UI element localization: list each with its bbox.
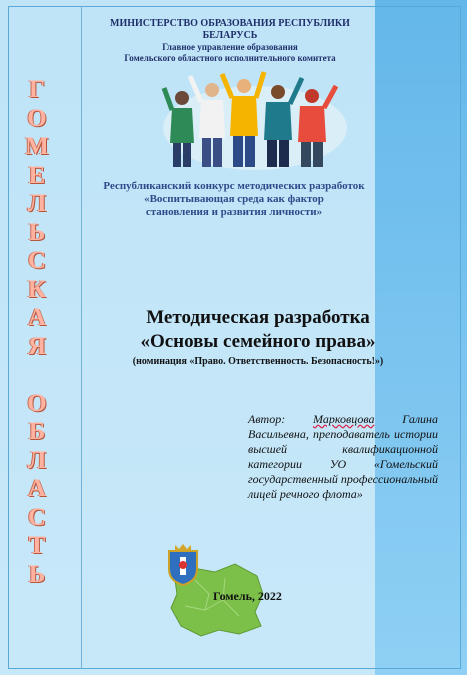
vertical-letter (22, 361, 52, 390)
vertical-letter: С (27, 503, 47, 531)
document-title (96, 306, 420, 369)
vertical-letter: Г (29, 76, 45, 103)
vertical-letter: М (25, 133, 49, 160)
contest-line-1: Республиканский конкурс методических разработок (103, 180, 365, 192)
coat-of-arms-icon (165, 543, 201, 587)
vertical-letter: Ь (28, 218, 46, 246)
ministry-line-3: Гомельского областного исполнительного комитета (124, 53, 336, 63)
vertical-letter: А (27, 475, 47, 502)
title-nomination: (номинация «Право. Ответственность. Безопасность!») (132, 356, 384, 367)
title-line-1: Методическая разработка (146, 307, 370, 328)
author-details: Галина Васильевна, преподаватель истории высшей квалификационной категории УО «Гомельский государственный профессиональный лицей речного флота» (248, 412, 439, 501)
vertical-letter: Т (28, 532, 46, 559)
vertical-letter: Е (28, 161, 46, 189)
contest-line-3: становления и развития личности» (145, 206, 323, 218)
ministry-line-1: МИНИСТЕРСТВО ОБРАЗОВАНИЯ РЕСПУБЛИКИ БЕЛАРУСЬ (110, 18, 350, 41)
vertical-letter: С (27, 247, 47, 274)
vertical-letter: Б (28, 418, 46, 445)
author-surname: Марковцова (313, 412, 375, 426)
vertical-letter: Я (27, 332, 47, 360)
vertical-letter: Ь (28, 560, 46, 588)
contest-line-2: «Воспитывающая среда как фактор (144, 193, 324, 205)
vertical-letter: А (27, 304, 47, 331)
author-block (248, 412, 438, 502)
vertical-letter: Л (27, 446, 47, 474)
vertical-region-title (22, 76, 52, 589)
title-line-2: «Основы семейного права» (140, 331, 376, 352)
vertical-letter: К (27, 275, 47, 303)
vertical-letter: Л (27, 190, 47, 217)
vertical-letter: О (27, 389, 47, 417)
left-divider (81, 6, 82, 669)
ministry-line-2: Главное управление образования (162, 42, 298, 52)
author-label: Автор: (248, 412, 286, 426)
vertical-letter: О (27, 104, 47, 132)
people-illustration-icon (160, 58, 350, 170)
city-year: Гомель, 2022 (213, 589, 282, 603)
contest-heading (92, 180, 376, 219)
